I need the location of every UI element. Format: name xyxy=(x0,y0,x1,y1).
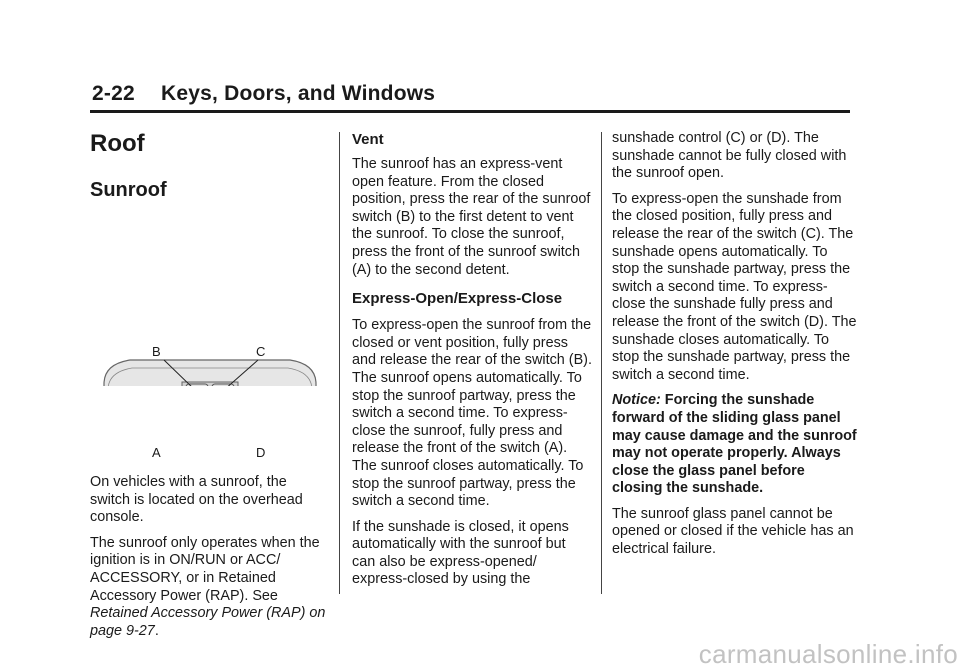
express-paragraph: To express-open the sunroof from the closed or vent position, fully press and release the rear of the switch (B). The sunroof opens automatically. To stop the sunroof partway, press the switch a second time. To express-close the sunroof, fully press and release the front of the switch (A). The sunroof closes automatically. To stop the sunroof partway, press the switch a second time. xyxy=(352,317,592,510)
column-divider-2 xyxy=(601,132,602,594)
section-title: Keys, Doors, and Windows xyxy=(161,82,436,105)
label-d: D xyxy=(256,445,266,460)
column-3 xyxy=(612,130,857,567)
sunroof-heading: Sunroof xyxy=(90,179,167,201)
electrical-failure-paragraph: The sunroof glass panel cannot be opened or closed if the vehicle has an electrical failure. xyxy=(612,505,854,558)
label-a: A xyxy=(152,445,161,460)
sunroof-switch-figure xyxy=(90,216,330,460)
overhead-console-illustration xyxy=(90,216,330,386)
rap-link[interactable]: Retained Accessory Power (RAP) on page 9-27 xyxy=(90,605,326,639)
notice-label: Notice: xyxy=(612,392,661,409)
paragraph-operates xyxy=(90,535,330,641)
label-c: C xyxy=(256,344,266,359)
operates-period: . xyxy=(154,622,159,639)
column-2 xyxy=(352,130,592,597)
page-number: 2-22 xyxy=(92,82,135,105)
vent-paragraph: The sunroof has an express-vent open feature. From the closed position, press the rear of the sunroof switch (B) to the first detent to vent the sunroof. To close the sunroof, press the front of the sunroof switch (A) to the second detent. xyxy=(352,156,591,278)
watermark: carmanualsonline.info xyxy=(698,639,958,669)
page-header xyxy=(92,82,850,106)
paragraph-location: On vehicles with a sunroof, the switch is located on the overhead console. xyxy=(90,474,303,526)
header-rule xyxy=(90,110,850,113)
sunshade-paragraph: If the sunshade is closed, it opens automatically with the sunroof but can also be express-opened/ express-closed by using the xyxy=(352,518,569,588)
sunshade-control-paragraph: sunshade control (C) or (D). The sunshade cannot be fully closed with the sunroof open. xyxy=(612,130,847,182)
notice-text: Forcing the sunshade forward of the sliding glass panel may cause damage and the sunroof may not operate properly. Always close the glass panel before closing the sunshade. xyxy=(612,392,857,497)
notice-paragraph xyxy=(612,392,857,498)
vent-heading: Vent xyxy=(352,131,384,148)
column-divider-1 xyxy=(339,132,340,594)
express-heading: Express-Open/Express-Close xyxy=(352,290,563,308)
label-b: B xyxy=(152,344,161,359)
sunshade-express-paragraph: To express-open the sunshade from the closed position, fully press and release the rear of the switch (C). The sunshade opens automatically. To stop the sunshade partway, press the switch a second time. To express-close the sunshade fully press and release the front of the switch (D). The sunshade closes automatically. To stop the sunshade partway, press the switch a second time. xyxy=(612,190,857,383)
operates-text: The sunroof only operates when the ignition is in ON/RUN or ACC/ ACCESSORY, or in Retained Accessory Power (RAP). See xyxy=(90,534,320,604)
column-1 xyxy=(90,130,330,648)
roof-heading: Roof xyxy=(90,130,145,157)
